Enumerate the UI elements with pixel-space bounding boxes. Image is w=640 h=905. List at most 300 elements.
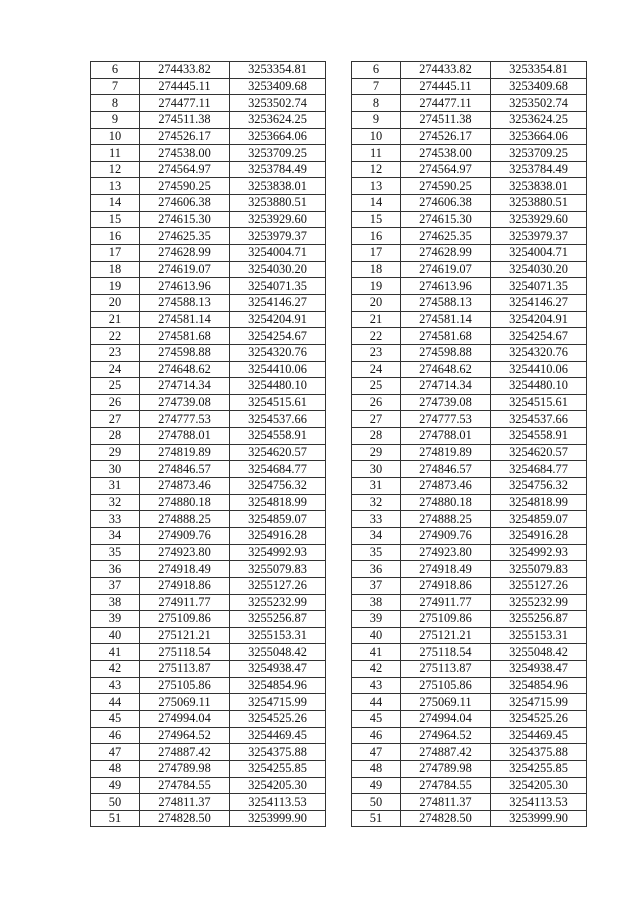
table-row bbox=[352, 62, 587, 79]
y-coordinate-cell: 3253999.90 bbox=[230, 810, 326, 827]
point-number-cell: 12 bbox=[91, 161, 140, 178]
y-coordinate-cell: 3254071.35 bbox=[491, 278, 587, 295]
point-number-cell: 39 bbox=[352, 611, 401, 628]
point-number-cell: 48 bbox=[91, 760, 140, 777]
table-row bbox=[91, 62, 326, 79]
x-coordinate-cell: 274581.14 bbox=[140, 311, 230, 328]
y-coordinate-cell: 3254480.10 bbox=[230, 378, 326, 395]
point-number-cell: 21 bbox=[352, 311, 401, 328]
point-number-cell: 10 bbox=[91, 128, 140, 145]
table-row bbox=[91, 810, 326, 827]
y-coordinate-cell: 3254620.57 bbox=[491, 444, 587, 461]
x-coordinate-cell: 274581.14 bbox=[401, 311, 491, 328]
table-row bbox=[352, 760, 587, 777]
point-number-cell: 18 bbox=[91, 261, 140, 278]
point-number-cell: 38 bbox=[352, 594, 401, 611]
x-coordinate-cell: 274918.49 bbox=[140, 561, 230, 578]
table-row bbox=[352, 245, 587, 262]
x-coordinate-cell: 274918.86 bbox=[401, 577, 491, 594]
x-coordinate-cell: 274613.96 bbox=[140, 278, 230, 295]
table-row bbox=[91, 644, 326, 661]
x-coordinate-cell: 274588.13 bbox=[140, 294, 230, 311]
table-row bbox=[91, 710, 326, 727]
point-number-cell: 11 bbox=[91, 145, 140, 162]
x-coordinate-cell: 274581.68 bbox=[140, 328, 230, 345]
y-coordinate-cell: 3254818.99 bbox=[230, 494, 326, 511]
point-number-cell: 20 bbox=[352, 294, 401, 311]
point-number-cell: 32 bbox=[91, 494, 140, 511]
table-row bbox=[91, 511, 326, 528]
y-coordinate-cell: 3254004.71 bbox=[491, 245, 587, 262]
point-number-cell: 41 bbox=[91, 644, 140, 661]
y-coordinate-cell: 3254938.47 bbox=[491, 661, 587, 678]
x-coordinate-cell: 274789.98 bbox=[140, 760, 230, 777]
table-row bbox=[91, 278, 326, 295]
point-number-cell: 44 bbox=[352, 694, 401, 711]
table-row bbox=[352, 95, 587, 112]
x-coordinate-cell: 274511.38 bbox=[401, 111, 491, 128]
point-number-cell: 13 bbox=[91, 178, 140, 195]
y-coordinate-cell: 3254515.61 bbox=[230, 394, 326, 411]
point-number-cell: 40 bbox=[91, 627, 140, 644]
point-number-cell: 43 bbox=[352, 677, 401, 694]
y-coordinate-cell: 3253409.68 bbox=[491, 78, 587, 95]
x-coordinate-cell: 274445.11 bbox=[140, 78, 230, 95]
x-coordinate-cell: 274445.11 bbox=[401, 78, 491, 95]
x-coordinate-cell: 274598.88 bbox=[140, 344, 230, 361]
point-number-cell: 30 bbox=[91, 461, 140, 478]
table-row bbox=[352, 527, 587, 544]
point-number-cell: 9 bbox=[91, 111, 140, 128]
point-number-cell: 28 bbox=[91, 428, 140, 445]
x-coordinate-cell: 274789.98 bbox=[401, 760, 491, 777]
y-coordinate-cell: 3254620.57 bbox=[230, 444, 326, 461]
x-coordinate-cell: 274828.50 bbox=[140, 810, 230, 827]
table-row bbox=[91, 744, 326, 761]
table-row bbox=[352, 145, 587, 162]
y-coordinate-cell: 3254537.66 bbox=[491, 411, 587, 428]
table-row bbox=[352, 228, 587, 245]
point-number-cell: 42 bbox=[352, 661, 401, 678]
x-coordinate-cell: 275105.86 bbox=[140, 677, 230, 694]
y-coordinate-cell: 3253979.37 bbox=[230, 228, 326, 245]
x-coordinate-cell: 274511.38 bbox=[140, 111, 230, 128]
point-number-cell: 26 bbox=[91, 394, 140, 411]
point-number-cell: 12 bbox=[352, 161, 401, 178]
table-row bbox=[91, 111, 326, 128]
table-row bbox=[352, 211, 587, 228]
y-coordinate-cell: 3253979.37 bbox=[491, 228, 587, 245]
table-row bbox=[91, 161, 326, 178]
x-coordinate-cell: 274923.80 bbox=[140, 544, 230, 561]
table-row bbox=[91, 311, 326, 328]
point-number-cell: 24 bbox=[352, 361, 401, 378]
table-row bbox=[91, 760, 326, 777]
y-coordinate-cell: 3254410.06 bbox=[491, 361, 587, 378]
y-coordinate-cell: 3254715.99 bbox=[230, 694, 326, 711]
x-coordinate-cell: 274615.30 bbox=[140, 211, 230, 228]
point-number-cell: 35 bbox=[352, 544, 401, 561]
y-coordinate-cell: 3254684.77 bbox=[230, 461, 326, 478]
table-row bbox=[352, 428, 587, 445]
point-number-cell: 42 bbox=[91, 661, 140, 678]
y-coordinate-cell: 3254515.61 bbox=[491, 394, 587, 411]
table-row bbox=[91, 727, 326, 744]
y-coordinate-cell: 3254204.91 bbox=[230, 311, 326, 328]
point-number-cell: 14 bbox=[91, 195, 140, 212]
point-number-cell: 36 bbox=[91, 561, 140, 578]
y-coordinate-cell: 3254146.27 bbox=[230, 294, 326, 311]
y-coordinate-cell: 3254480.10 bbox=[491, 378, 587, 395]
table-row bbox=[352, 794, 587, 811]
point-number-cell: 48 bbox=[352, 760, 401, 777]
point-number-cell: 51 bbox=[91, 810, 140, 827]
table-row bbox=[91, 627, 326, 644]
table-row bbox=[91, 245, 326, 262]
x-coordinate-cell: 274590.25 bbox=[140, 178, 230, 195]
y-coordinate-cell: 3254254.67 bbox=[230, 328, 326, 345]
table-row bbox=[91, 661, 326, 678]
x-coordinate-cell: 274964.52 bbox=[401, 727, 491, 744]
x-coordinate-cell: 275118.54 bbox=[401, 644, 491, 661]
x-coordinate-cell: 275121.21 bbox=[401, 627, 491, 644]
table-row bbox=[352, 744, 587, 761]
point-number-cell: 17 bbox=[352, 245, 401, 262]
x-coordinate-cell: 274994.04 bbox=[140, 710, 230, 727]
point-number-cell: 7 bbox=[91, 78, 140, 95]
table-row bbox=[91, 394, 326, 411]
point-number-cell: 20 bbox=[91, 294, 140, 311]
x-coordinate-cell: 274613.96 bbox=[401, 278, 491, 295]
table-row bbox=[352, 311, 587, 328]
point-number-cell: 23 bbox=[91, 344, 140, 361]
y-coordinate-cell: 3254715.99 bbox=[491, 694, 587, 711]
point-number-cell: 30 bbox=[352, 461, 401, 478]
x-coordinate-cell: 274819.89 bbox=[401, 444, 491, 461]
y-coordinate-cell: 3255079.83 bbox=[230, 561, 326, 578]
x-coordinate-cell: 274714.34 bbox=[140, 378, 230, 395]
table-row bbox=[91, 261, 326, 278]
x-coordinate-cell: 275109.86 bbox=[401, 611, 491, 628]
table-row bbox=[91, 378, 326, 395]
x-coordinate-cell: 274964.52 bbox=[140, 727, 230, 744]
table-row bbox=[91, 611, 326, 628]
point-number-cell: 51 bbox=[352, 810, 401, 827]
y-coordinate-cell: 3254859.07 bbox=[230, 511, 326, 528]
point-number-cell: 13 bbox=[352, 178, 401, 195]
point-number-cell: 10 bbox=[352, 128, 401, 145]
point-number-cell: 46 bbox=[352, 727, 401, 744]
table-row bbox=[91, 561, 326, 578]
point-number-cell: 45 bbox=[352, 710, 401, 727]
coordinate-table-right-body bbox=[352, 62, 587, 827]
y-coordinate-cell: 3254938.47 bbox=[230, 661, 326, 678]
table-row bbox=[352, 128, 587, 145]
x-coordinate-cell: 274598.88 bbox=[401, 344, 491, 361]
y-coordinate-cell: 3254205.30 bbox=[491, 777, 587, 794]
point-number-cell: 31 bbox=[352, 478, 401, 495]
y-coordinate-cell: 3254859.07 bbox=[491, 511, 587, 528]
y-coordinate-cell: 3253929.60 bbox=[491, 211, 587, 228]
table-row bbox=[352, 677, 587, 694]
x-coordinate-cell: 274606.38 bbox=[140, 195, 230, 212]
point-number-cell: 6 bbox=[352, 62, 401, 79]
table-row bbox=[352, 594, 587, 611]
y-coordinate-cell: 3253664.06 bbox=[230, 128, 326, 145]
point-number-cell: 32 bbox=[352, 494, 401, 511]
point-number-cell: 29 bbox=[91, 444, 140, 461]
point-number-cell: 47 bbox=[352, 744, 401, 761]
point-number-cell: 46 bbox=[91, 727, 140, 744]
x-coordinate-cell: 274873.46 bbox=[140, 478, 230, 495]
y-coordinate-cell: 3253880.51 bbox=[491, 195, 587, 212]
x-coordinate-cell: 274918.49 bbox=[401, 561, 491, 578]
x-coordinate-cell: 274784.55 bbox=[401, 777, 491, 794]
x-coordinate-cell: 274846.57 bbox=[140, 461, 230, 478]
point-number-cell: 27 bbox=[91, 411, 140, 428]
table-row bbox=[91, 344, 326, 361]
table-row bbox=[352, 511, 587, 528]
x-coordinate-cell: 274873.46 bbox=[401, 478, 491, 495]
x-coordinate-cell: 274564.97 bbox=[401, 161, 491, 178]
x-coordinate-cell: 274888.25 bbox=[401, 511, 491, 528]
x-coordinate-cell: 274433.82 bbox=[401, 62, 491, 79]
point-number-cell: 14 bbox=[352, 195, 401, 212]
point-number-cell: 34 bbox=[352, 527, 401, 544]
x-coordinate-cell: 274819.89 bbox=[140, 444, 230, 461]
x-coordinate-cell: 274628.99 bbox=[140, 245, 230, 262]
y-coordinate-cell: 3253409.68 bbox=[230, 78, 326, 95]
y-coordinate-cell: 3253929.60 bbox=[230, 211, 326, 228]
y-coordinate-cell: 3253624.25 bbox=[491, 111, 587, 128]
table-row bbox=[352, 294, 587, 311]
y-coordinate-cell: 3255079.83 bbox=[491, 561, 587, 578]
point-number-cell: 49 bbox=[91, 777, 140, 794]
y-coordinate-cell: 3253999.90 bbox=[491, 810, 587, 827]
y-coordinate-cell: 3255232.99 bbox=[491, 594, 587, 611]
x-coordinate-cell: 275105.86 bbox=[401, 677, 491, 694]
y-coordinate-cell: 3253502.74 bbox=[230, 95, 326, 112]
y-coordinate-cell: 3253354.81 bbox=[491, 62, 587, 79]
x-coordinate-cell: 274625.35 bbox=[401, 228, 491, 245]
y-coordinate-cell: 3254030.20 bbox=[230, 261, 326, 278]
x-coordinate-cell: 274619.07 bbox=[401, 261, 491, 278]
table-row bbox=[352, 195, 587, 212]
point-number-cell: 43 bbox=[91, 677, 140, 694]
y-coordinate-cell: 3254756.32 bbox=[230, 478, 326, 495]
point-number-cell: 11 bbox=[352, 145, 401, 162]
y-coordinate-cell: 3253624.25 bbox=[230, 111, 326, 128]
y-coordinate-cell: 3255153.31 bbox=[491, 627, 587, 644]
y-coordinate-cell: 3254756.32 bbox=[491, 478, 587, 495]
coordinate-table-right bbox=[351, 61, 587, 827]
x-coordinate-cell: 274888.25 bbox=[140, 511, 230, 528]
x-coordinate-cell: 274648.62 bbox=[140, 361, 230, 378]
y-coordinate-cell: 3254537.66 bbox=[230, 411, 326, 428]
point-number-cell: 6 bbox=[91, 62, 140, 79]
point-number-cell: 24 bbox=[91, 361, 140, 378]
table-row bbox=[352, 577, 587, 594]
y-coordinate-cell: 3255153.31 bbox=[230, 627, 326, 644]
table-row bbox=[91, 78, 326, 95]
point-number-cell: 9 bbox=[352, 111, 401, 128]
table-row bbox=[352, 361, 587, 378]
x-coordinate-cell: 274918.86 bbox=[140, 577, 230, 594]
table-row bbox=[91, 361, 326, 378]
y-coordinate-cell: 3254071.35 bbox=[230, 278, 326, 295]
y-coordinate-cell: 3254854.96 bbox=[491, 677, 587, 694]
y-coordinate-cell: 3253502.74 bbox=[491, 95, 587, 112]
table-row bbox=[91, 428, 326, 445]
y-coordinate-cell: 3253880.51 bbox=[230, 195, 326, 212]
point-number-cell: 44 bbox=[91, 694, 140, 711]
x-coordinate-cell: 274909.76 bbox=[140, 527, 230, 544]
table-row bbox=[91, 544, 326, 561]
table-row bbox=[352, 344, 587, 361]
x-coordinate-cell: 274811.37 bbox=[401, 794, 491, 811]
table-row bbox=[91, 145, 326, 162]
x-coordinate-cell: 274909.76 bbox=[401, 527, 491, 544]
x-coordinate-cell: 274625.35 bbox=[140, 228, 230, 245]
point-number-cell: 40 bbox=[352, 627, 401, 644]
table-row bbox=[352, 328, 587, 345]
point-number-cell: 25 bbox=[91, 378, 140, 395]
point-number-cell: 45 bbox=[91, 710, 140, 727]
table-row bbox=[91, 211, 326, 228]
point-number-cell: 47 bbox=[91, 744, 140, 761]
point-number-cell: 16 bbox=[352, 228, 401, 245]
y-coordinate-cell: 3253709.25 bbox=[491, 145, 587, 162]
table-row bbox=[352, 378, 587, 395]
point-number-cell: 26 bbox=[352, 394, 401, 411]
x-coordinate-cell: 275069.11 bbox=[140, 694, 230, 711]
x-coordinate-cell: 274606.38 bbox=[401, 195, 491, 212]
x-coordinate-cell: 274739.08 bbox=[401, 394, 491, 411]
table-row bbox=[352, 661, 587, 678]
x-coordinate-cell: 275113.87 bbox=[401, 661, 491, 678]
x-coordinate-cell: 274538.00 bbox=[140, 145, 230, 162]
y-coordinate-cell: 3254375.88 bbox=[230, 744, 326, 761]
y-coordinate-cell: 3254410.06 bbox=[230, 361, 326, 378]
y-coordinate-cell: 3254255.85 bbox=[491, 760, 587, 777]
y-coordinate-cell: 3253784.49 bbox=[491, 161, 587, 178]
y-coordinate-cell: 3254854.96 bbox=[230, 677, 326, 694]
table-row bbox=[352, 161, 587, 178]
y-coordinate-cell: 3255256.87 bbox=[230, 611, 326, 628]
x-coordinate-cell: 274880.18 bbox=[401, 494, 491, 511]
point-number-cell: 36 bbox=[352, 561, 401, 578]
table-row bbox=[352, 278, 587, 295]
table-row bbox=[91, 694, 326, 711]
x-coordinate-cell: 274739.08 bbox=[140, 394, 230, 411]
table-row bbox=[352, 727, 587, 744]
point-number-cell: 33 bbox=[352, 511, 401, 528]
y-coordinate-cell: 3253354.81 bbox=[230, 62, 326, 79]
table-row bbox=[91, 577, 326, 594]
table-row bbox=[91, 444, 326, 461]
point-number-cell: 27 bbox=[352, 411, 401, 428]
y-coordinate-cell: 3254204.91 bbox=[491, 311, 587, 328]
point-number-cell: 8 bbox=[91, 95, 140, 112]
table-row bbox=[91, 328, 326, 345]
point-number-cell: 23 bbox=[352, 344, 401, 361]
point-number-cell: 49 bbox=[352, 777, 401, 794]
x-coordinate-cell: 274911.77 bbox=[140, 594, 230, 611]
x-coordinate-cell: 274788.01 bbox=[401, 428, 491, 445]
x-coordinate-cell: 274880.18 bbox=[140, 494, 230, 511]
x-coordinate-cell: 274811.37 bbox=[140, 794, 230, 811]
table-row bbox=[352, 178, 587, 195]
y-coordinate-cell: 3254146.27 bbox=[491, 294, 587, 311]
table-row bbox=[91, 411, 326, 428]
table-row bbox=[352, 111, 587, 128]
point-number-cell: 8 bbox=[352, 95, 401, 112]
point-number-cell: 15 bbox=[352, 211, 401, 228]
y-coordinate-cell: 3255256.87 bbox=[491, 611, 587, 628]
x-coordinate-cell: 274846.57 bbox=[401, 461, 491, 478]
x-coordinate-cell: 274887.42 bbox=[401, 744, 491, 761]
table-row bbox=[352, 544, 587, 561]
x-coordinate-cell: 274526.17 bbox=[401, 128, 491, 145]
y-coordinate-cell: 3253838.01 bbox=[230, 178, 326, 195]
x-coordinate-cell: 275113.87 bbox=[140, 661, 230, 678]
table-row bbox=[352, 644, 587, 661]
table-row bbox=[352, 78, 587, 95]
table-row bbox=[352, 444, 587, 461]
table-row bbox=[352, 810, 587, 827]
table-row bbox=[352, 710, 587, 727]
point-number-cell: 35 bbox=[91, 544, 140, 561]
y-coordinate-cell: 3254320.76 bbox=[491, 344, 587, 361]
x-coordinate-cell: 274923.80 bbox=[401, 544, 491, 561]
table-row bbox=[91, 461, 326, 478]
coordinate-table-left-body bbox=[91, 62, 326, 827]
y-coordinate-cell: 3253784.49 bbox=[230, 161, 326, 178]
y-coordinate-cell: 3254113.53 bbox=[230, 794, 326, 811]
x-coordinate-cell: 274590.25 bbox=[401, 178, 491, 195]
y-coordinate-cell: 3254255.85 bbox=[230, 760, 326, 777]
x-coordinate-cell: 274777.53 bbox=[140, 411, 230, 428]
table-row bbox=[352, 461, 587, 478]
point-number-cell: 37 bbox=[352, 577, 401, 594]
table-row bbox=[352, 261, 587, 278]
y-coordinate-cell: 3254916.28 bbox=[230, 527, 326, 544]
table-row bbox=[352, 694, 587, 711]
point-number-cell: 34 bbox=[91, 527, 140, 544]
y-coordinate-cell: 3253838.01 bbox=[491, 178, 587, 195]
y-coordinate-cell: 3254558.91 bbox=[491, 428, 587, 445]
x-coordinate-cell: 274615.30 bbox=[401, 211, 491, 228]
point-number-cell: 50 bbox=[91, 794, 140, 811]
x-coordinate-cell: 275109.86 bbox=[140, 611, 230, 628]
y-coordinate-cell: 3254992.93 bbox=[491, 544, 587, 561]
x-coordinate-cell: 274828.50 bbox=[401, 810, 491, 827]
point-number-cell: 19 bbox=[352, 278, 401, 295]
y-coordinate-cell: 3254469.45 bbox=[230, 727, 326, 744]
point-number-cell: 15 bbox=[91, 211, 140, 228]
y-coordinate-cell: 3254992.93 bbox=[230, 544, 326, 561]
point-number-cell: 29 bbox=[352, 444, 401, 461]
table-row bbox=[91, 794, 326, 811]
x-coordinate-cell: 275121.21 bbox=[140, 627, 230, 644]
y-coordinate-cell: 3255232.99 bbox=[230, 594, 326, 611]
point-number-cell: 22 bbox=[352, 328, 401, 345]
point-number-cell: 22 bbox=[91, 328, 140, 345]
x-coordinate-cell: 274477.11 bbox=[401, 95, 491, 112]
y-coordinate-cell: 3254558.91 bbox=[230, 428, 326, 445]
x-coordinate-cell: 274994.04 bbox=[401, 710, 491, 727]
x-coordinate-cell: 274628.99 bbox=[401, 245, 491, 262]
